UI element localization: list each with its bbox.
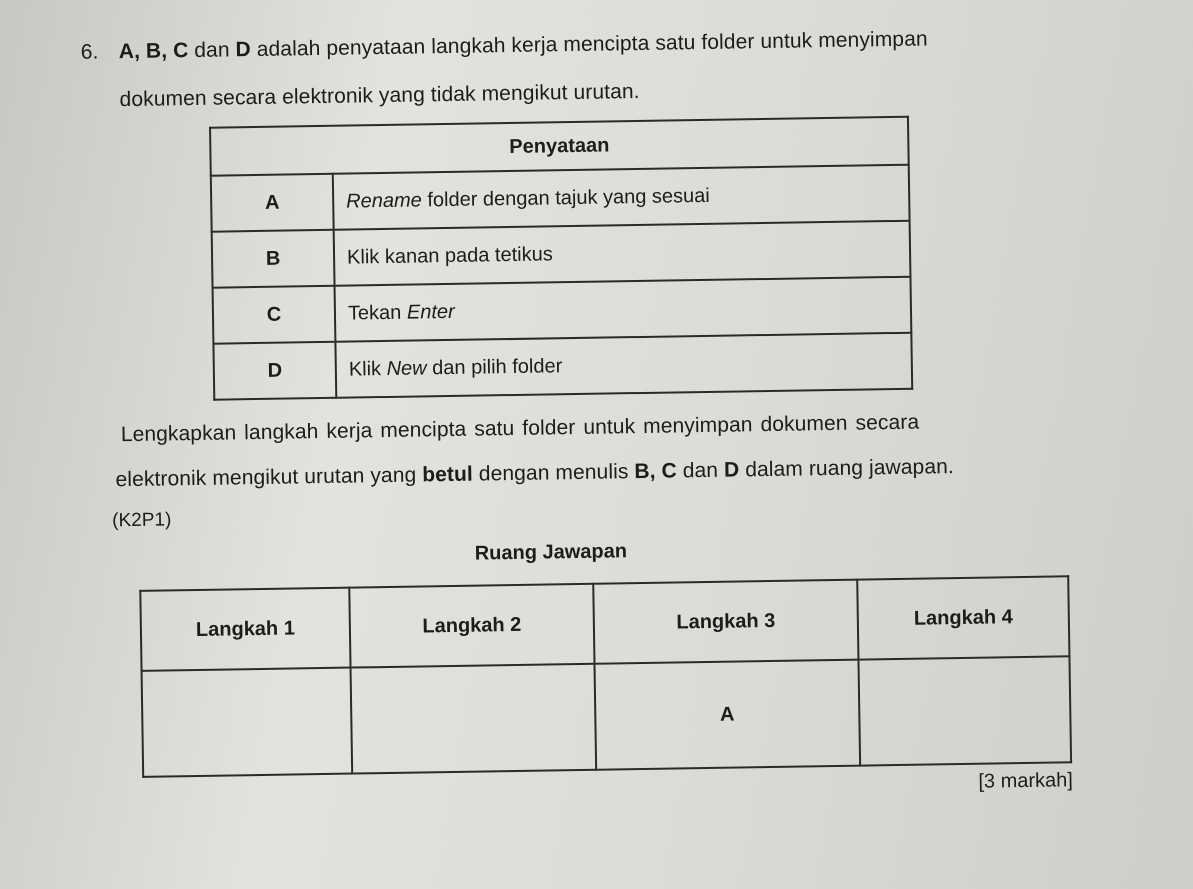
statement-letter: C [213,286,336,344]
step-header: Langkah 3 [593,580,858,664]
statement-text: Klik New dan pilih folder [335,333,912,398]
answer-space-title: Ruang Jawapan [474,540,628,565]
answer-table [139,575,1072,778]
step-header: Langkah 4 [857,576,1069,659]
step-header: Langkah 1 [140,588,350,671]
answer-cell-step-4[interactable] [858,656,1071,765]
instruction-line-1: Lengkapkan langkah kerja mencipta satu folder untuk menyimpan dokumen secara [120,410,920,447]
question-line-2: dokumen secara elektronik yang tidak mengikut urutan. [119,79,640,112]
statement-text: Rename folder dengan tajuk yang sesuai [333,165,910,230]
question-line-1: A, B, C dan D adalah penyataan langkah kerja mencipta satu folder untuk menyimpan [118,27,928,64]
marks-label: [3 markah] [978,769,1074,793]
instruction-line-2: elektronik mengikut urutan yang betul dengan menulis B, C dan D dalam ruang jawapan. [115,455,955,492]
statement-letter: B [212,230,335,288]
answer-cell-step-3: A [594,660,860,770]
question-code: (K2P1) [112,509,172,532]
statement-table [209,116,913,401]
statement-letter: D [213,342,336,400]
statement-text: Klik kanan pada tetikus [334,221,911,286]
answer-cell-step-2[interactable] [351,664,597,774]
answer-cell-step-1[interactable] [142,668,353,777]
step-header: Langkah 2 [349,584,594,668]
statement-letter: A [211,174,334,232]
statement-row [213,333,912,400]
question-number: 6. [80,40,99,64]
statement-table-header: Penyataan [210,117,909,176]
statement-text: Tekan Enter [335,277,912,342]
